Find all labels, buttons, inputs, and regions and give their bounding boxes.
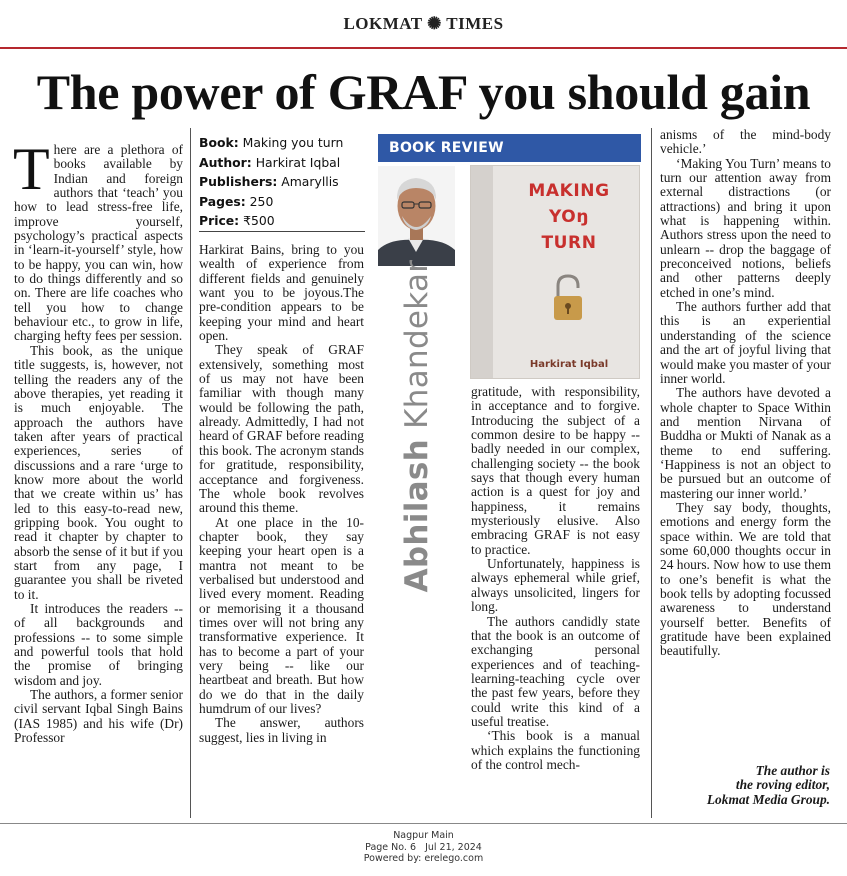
author-signoff: The author is the roving editor, Lokmat Media Group. — [706, 763, 830, 807]
details-divider — [199, 231, 365, 232]
article-column-3 — [471, 385, 640, 772]
drop-cap: T — [13, 136, 50, 202]
article-paragraph: It introduces the readers -- of all backgrounds and professions -- to some simple and powerful tools that hold the promise of bringing wisdom and joy. — [14, 601, 183, 688]
detail-publishers: Publishers: Amaryllis — [199, 174, 339, 189]
article-paragraph: The answer, authors suggest, lies in living in — [199, 715, 364, 745]
article-column-1 — [13, 136, 183, 746]
book-cover-author: Harkirat Iqbal — [529, 359, 609, 370]
article-paragraph: This book, as the unique title suggests, is, however, not telling the readers any of the above therapies, yet reading it is much enjoyable. The approach the authors have taken after years of practical experiences, series of discussions and a rare ‘urge to know more about the world that we create within us’ has led to this easy-to-read new, gripping book. You ought to read it chapter by chapter to absorb the sense of it but if you start from any page, I guarantee you shall be riveted to it. — [14, 342, 183, 602]
book-cover — [470, 165, 640, 379]
footer-page-date: Page No. 6 Jul 21, 2024 — [365, 841, 482, 853]
detail-author: Author: Harkirat Iqbal — [199, 154, 341, 170]
article-paragraph: gratitude, with responsibility, in acceptance and to forgive. Introducing the subject of a common desire to be happy -- badly needed in our complex, challenging society -- the book says that though every human action is a quest for joy and happiness, it remains mysteriously elusive. Also embracing GRAF is not easy to practice. — [471, 384, 640, 557]
article-paragraph: They say body, thoughts, emotions and energy form the space within. We are told that some 60,000 thoughts occur in 24 hours. Now how to use them to one’s benefit is what the book tells by adopting focussed awareness to understand yourself better. Benefits of gratitude have been explained beautifully. — [660, 499, 831, 659]
padlock-icon — [548, 272, 588, 328]
detail-book: Book: Making you turn — [199, 135, 344, 150]
article-paragraph: ‘Making You Turn’ means to turn our attention away from external distractions (or attractions) and bring it upon what is happening within. Authors stress upon the need to unlearn -- drop the baggage of preconceived notions, beliefs and other patterns deeply etched in one’s mind. — [660, 155, 831, 300]
article-paragraph: ‘This book is a manual which explains the functioning of the control mech- — [471, 728, 640, 772]
author-byline: Abhilash Khandekar — [399, 259, 435, 593]
headline: The power of GRAF you should gain — [36, 64, 811, 120]
article-column-2 — [199, 243, 364, 745]
book-spine — [471, 166, 493, 379]
article-paragraph: At one place in the 10-chapter book, they say keeping your heart open is a mantra not meant to be verbalised but understood and lived every moment. Reading or memorising it a thousand times over will not bring any transformative experience. It has to become a part of your very being -- like our heartbeat and breath. But how do we do that in the daily humdrum of our lives? — [199, 514, 364, 716]
column-divider — [190, 128, 191, 818]
article-paragraph: The authors further add that this is an experiential understanding of the science and the art of joyful living that would make you master of your inner world. — [660, 299, 831, 386]
detail-price: Price: ₹500 — [199, 213, 275, 228]
masthead: LOKMAT ✺ TIMES — [343, 14, 504, 33]
article-paragraph: Unfortunately, happiness is always ephemeral while grief, always unsolicited, lingers for long. — [471, 556, 640, 615]
article-paragraph: Harkirat Bains, bring to you wealth of experience from different fields and genuinely want you to be joyous.The pre-condition appears to be keeping your mind and heart open. — [199, 242, 364, 344]
author-photo — [378, 166, 455, 266]
footer-edition: Nagpur Main — [393, 830, 454, 841]
book-cover-title: MAKING YOŋ TURN — [528, 181, 610, 253]
book-details — [199, 133, 369, 231]
article-paragraph: The authors have devoted a whole chapter to Space Within and mention Nirvana of Buddha or Mukti of Nanak as a theme to end suffering. ‘Happiness is not an object to be pursued but an outcome of mastering our inner world.’ — [660, 385, 831, 501]
page-footer — [0, 830, 847, 865]
article-paragraph: The authors, a former senior civil servant Iqbal Singh Bains (IAS 1985) and his wife (Dr) Professor — [14, 687, 183, 746]
article-paragraph: The authors candidly state that the book is an outcome of exchanging personal experiences and of teaching-learning-teaching cycle over the past few years, before they could write this kind of a useful treatise. — [471, 613, 640, 729]
article-paragraph: anisms of the mind-body vehicle.’ — [660, 127, 831, 157]
column-divider — [651, 128, 652, 818]
footer-powered-by: Powered by: erelego.com — [363, 853, 484, 864]
article-paragraph: There are a plethora of books available by Indian and foreign authors that ‘teach’ you how to lead stress-free life, improve yourself, psychology’s practical aspects in ‘learn-it-yourself’ style, how to be happy, you can win, how to do things differently and so on. There are life coaches who tell you how to change behaviour etc., to grow in life, charging hefty fees per session. — [13, 136, 183, 344]
article-paragraph: They speak of GRAF extensively, something most of us may not have been familiar with though many would be following the path, already. Admittedly, I had not heard of GRAF before reading this book. The acronym stands for gratitude, responsibility, acceptance and forgiveness. The whole book revolves around this theme. — [199, 342, 364, 516]
byline-wrap — [382, 259, 452, 593]
article-column-4 — [660, 128, 831, 659]
detail-pages: Pages: 250 — [199, 193, 274, 209]
masthead-rule — [0, 47, 847, 49]
section-banner: BOOK REVIEW — [378, 134, 641, 162]
footer-rule — [0, 823, 847, 824]
